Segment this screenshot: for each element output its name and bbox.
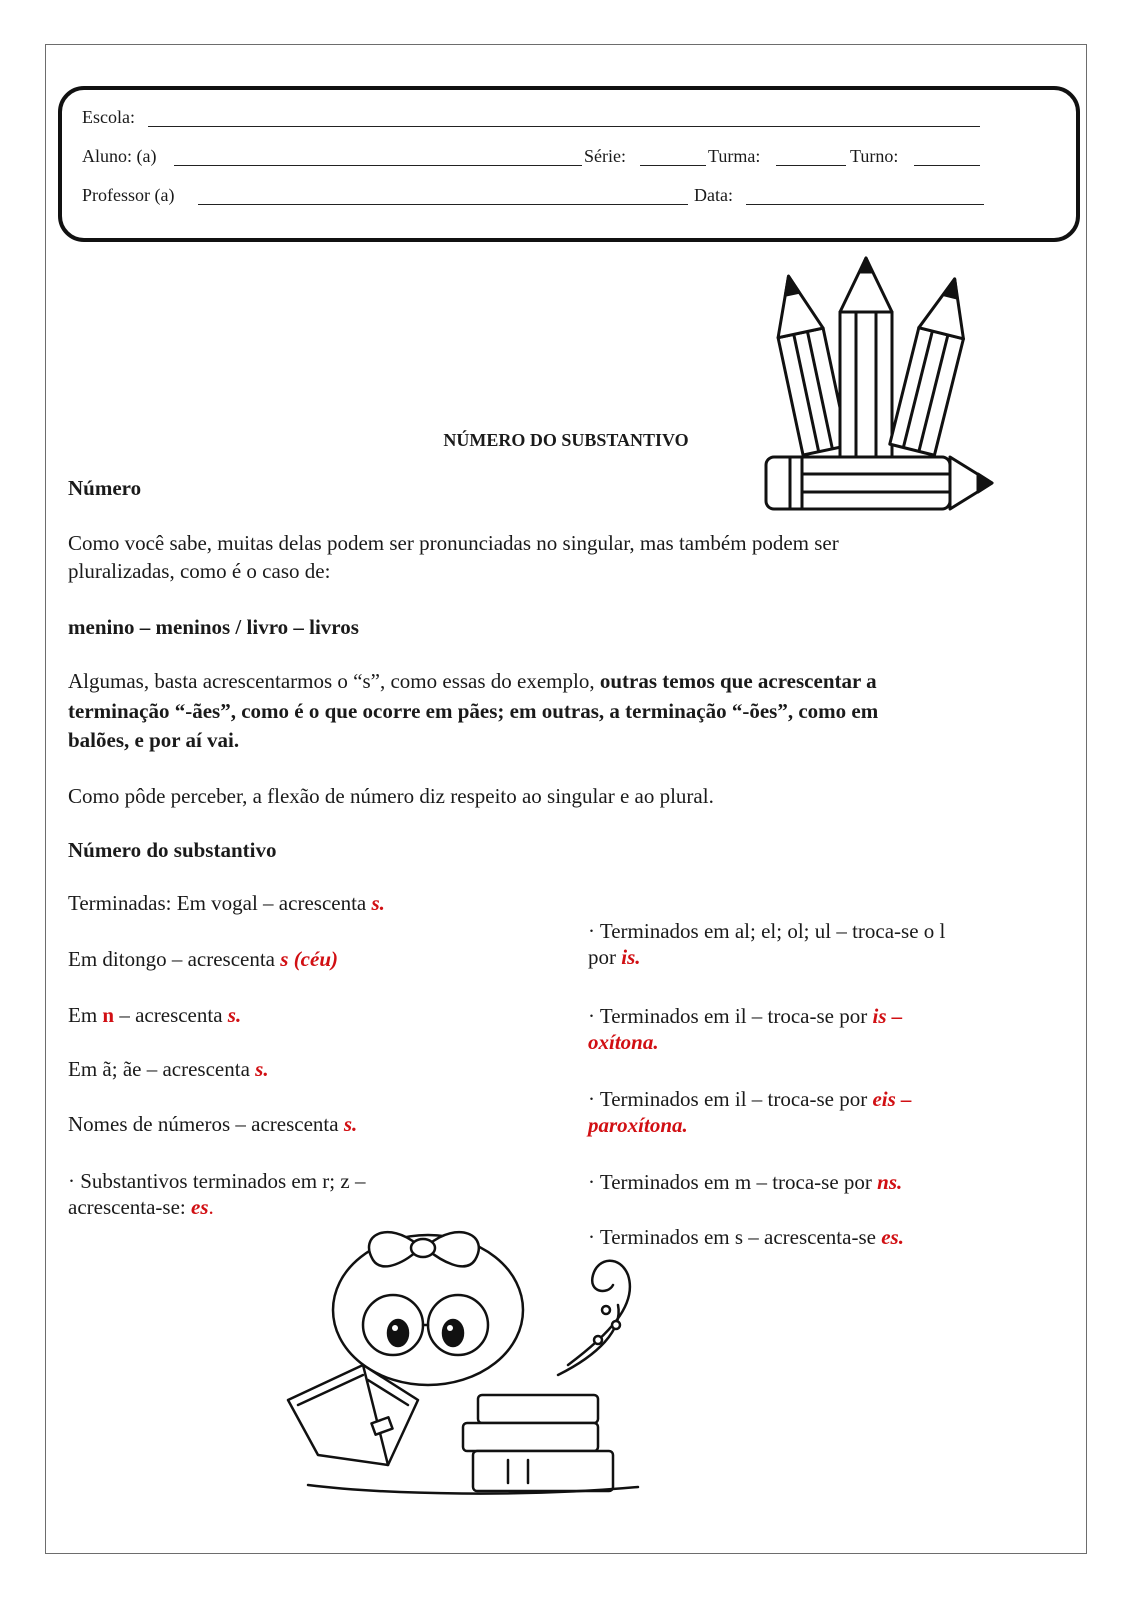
turma-line[interactable] bbox=[776, 165, 846, 166]
highlight: s. bbox=[371, 891, 385, 915]
octopus-reading-icon bbox=[268, 1215, 668, 1505]
highlight: s (céu) bbox=[280, 947, 338, 971]
escola-row bbox=[82, 104, 982, 130]
left-rule-1: Terminadas: Em vogal – acrescenta s. bbox=[68, 891, 385, 915]
highlight: s. bbox=[227, 1003, 242, 1027]
professor-label: Professor (a) bbox=[82, 185, 175, 205]
professor-line[interactable] bbox=[198, 204, 688, 205]
turma-label: Turma: bbox=[708, 146, 761, 166]
conclusion-line: Como pôde perceber, a flexão de número diz respeito ao singular e ao plural. bbox=[68, 784, 714, 808]
paragraph-bold-2: terminação “-ães”, como é o que ocorre em pães; em outras, a terminação “-ões”, como em bbox=[68, 699, 879, 723]
highlight: es. bbox=[881, 1225, 904, 1249]
right-rule-5: · Terminados em s – acrescenta-se es. bbox=[588, 1225, 904, 1249]
aluno-row bbox=[82, 143, 982, 169]
data-line[interactable] bbox=[746, 204, 984, 205]
escola-line[interactable] bbox=[148, 126, 980, 127]
turno-label: Turno: bbox=[850, 146, 899, 166]
professor-row bbox=[82, 182, 987, 208]
highlight: paroxítona. bbox=[588, 1113, 688, 1137]
paragraph-bold-3: balões, e por aí vai. bbox=[68, 728, 240, 752]
highlight: es bbox=[191, 1195, 209, 1219]
left-rule-4: Em ã; ãe – acrescenta s. bbox=[68, 1057, 269, 1081]
left-rule-5: Nomes de números – acrescenta s. bbox=[68, 1112, 358, 1136]
right-rule-2: · Terminados em il – troca-se por is – oxítona. bbox=[588, 1004, 903, 1054]
escola-label: Escola: bbox=[82, 107, 135, 127]
right-rule-4: · Terminados em m – troca-se por ns. bbox=[588, 1170, 903, 1194]
section-heading-numero-do-substantivo: Número do substantivo bbox=[68, 838, 277, 862]
highlight: eis – bbox=[872, 1087, 912, 1111]
left-rule-2: Em ditongo – acrescenta s (céu) bbox=[68, 947, 338, 971]
serie-line[interactable] bbox=[640, 165, 706, 166]
intro-line-2: pluralizadas, como é o caso de: bbox=[68, 559, 331, 583]
highlight: is – bbox=[872, 1004, 903, 1028]
data-label: Data: bbox=[694, 185, 733, 205]
right-rule-3: · Terminados em il – troca-se por eis – paroxítona. bbox=[588, 1087, 912, 1137]
page-title: NÚMERO DO SUBSTANTIVO bbox=[443, 430, 689, 450]
paragraph-bold-1: outras temos que acrescentar a bbox=[599, 669, 877, 693]
serie-label: Série: bbox=[584, 146, 626, 166]
left-rule-3: Em n – acrescenta s. bbox=[68, 1003, 242, 1027]
highlight: s. bbox=[255, 1057, 269, 1081]
aluno-line[interactable] bbox=[174, 165, 582, 166]
highlight: oxítona. bbox=[588, 1030, 659, 1054]
left-rule-6: · Substantivos terminados em r; z – acrescenta-se: es. bbox=[68, 1169, 366, 1219]
highlight-n: n bbox=[102, 1003, 115, 1027]
pencils-icon bbox=[760, 252, 1000, 514]
highlight: ns. bbox=[877, 1170, 903, 1194]
section-heading-numero: Número bbox=[68, 476, 142, 500]
intro-line-1: Como você sabe, muitas delas podem ser pronunciadas no singular, mas também podem ser bbox=[68, 531, 839, 555]
turno-line[interactable] bbox=[914, 165, 980, 166]
highlight: is. bbox=[621, 945, 641, 969]
paragraph-text: Algumas, basta acrescentarmos o “s”, como essas do exemplo, bbox=[68, 669, 600, 693]
paragraph-line-1 bbox=[68, 668, 1053, 694]
example-line: menino – meninos / livro – livros bbox=[68, 615, 359, 639]
right-rule-1: · Terminados em al; el; ol; ul – troca-se o l por is. bbox=[588, 919, 946, 969]
highlight: s. bbox=[343, 1112, 358, 1136]
aluno-label: Aluno: (a) bbox=[82, 146, 157, 166]
